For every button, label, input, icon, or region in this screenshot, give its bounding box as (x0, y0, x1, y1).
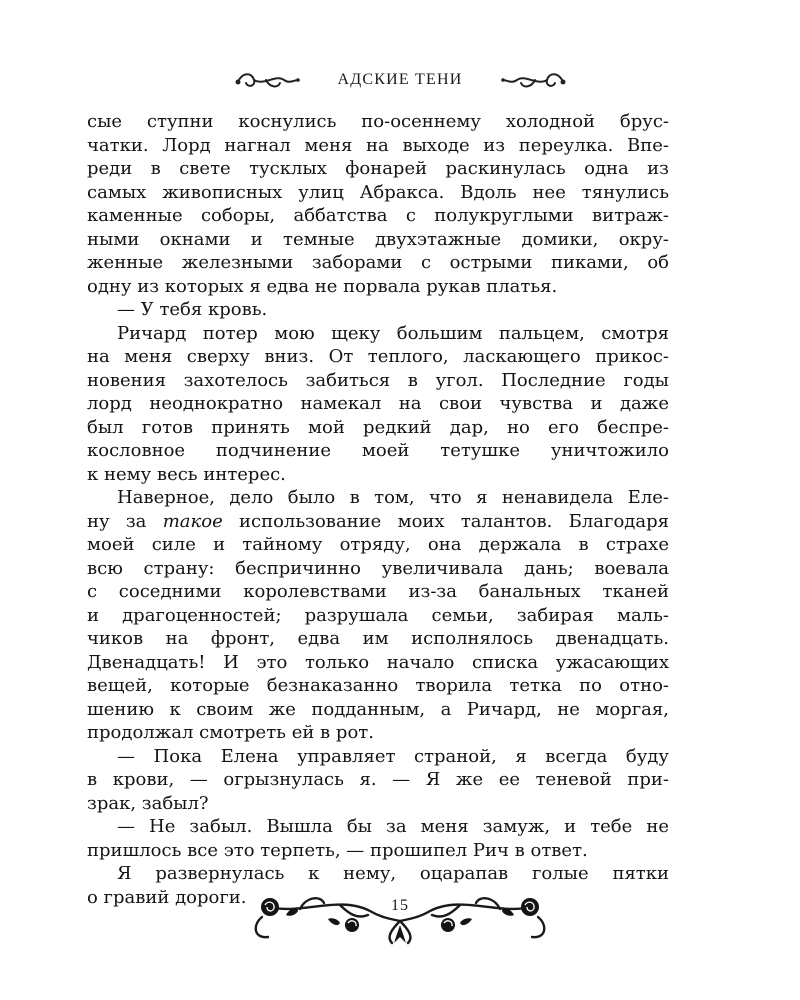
right-scroll-ornament-icon (499, 68, 569, 92)
line-segment: ну за (87, 510, 163, 532)
text-line: в крови, — огрызнулась я. — Я же ее теневой при- (87, 769, 669, 790)
text-line: каменные соборы, аббатства с полукруглыми витраж- (87, 205, 669, 226)
text-line: шению к своим же подданным, а Ричард, не моргая, (87, 698, 669, 720)
left-scroll-ornament-icon (232, 68, 302, 92)
dialogue-line: — У тебя кровь. (117, 299, 268, 320)
text-line: одну из которых я едва не порвала рукав платья. (87, 275, 558, 297)
italic-emphasis: такое (162, 510, 223, 532)
line-segment: использование моих талантов. Благодаря (222, 510, 669, 532)
paragraph-first-line: Ричард потер мою щеку большим пальцем, смотря (117, 322, 669, 344)
text-line: кословное подчинение моей тетушке уничтожило (87, 440, 669, 461)
text-line: лорд неоднократно намекал на свои чувства и даже (87, 393, 669, 414)
text-line: самых живописных улиц Абракса. Вдоль нее тянулись (87, 181, 669, 203)
text-line: зрак, забыл? (87, 792, 209, 814)
text-line: с соседними королевствами из-за банальных тканей (87, 581, 669, 602)
text-line: сые ступни коснулись по-осеннему холодной брус- (87, 111, 669, 132)
text-line: ными окнами и темные двухэтажные домики, окру- (87, 228, 669, 250)
dialogue-line: — Пока Елена управляет страной, я всегда буду (117, 745, 669, 767)
page-body-text (87, 110, 669, 909)
text-line: новения захотелось забиться в угол. Последние годы (87, 369, 669, 391)
text-line: Двенадцать! И это только начало списка ужасающих (87, 651, 669, 673)
text-line: о гравий дороги. (87, 886, 247, 908)
text-line: всю страну: беспричинно увеличивала дань; воевала (87, 557, 669, 579)
text-line: моей силе и тайному отряду, она держала в страхе (87, 534, 669, 555)
text-line: чиков на фронт, едва им исполнялось двенадцать. (87, 628, 669, 649)
text-line: продолжал смотреть ей в рот. (87, 722, 374, 743)
text-line: на меня сверху вниз. От теплого, ласкающего прикос- (87, 346, 669, 367)
paragraph-first-line: Наверное, дело было в том, что я ненавидела Еле- (117, 487, 669, 508)
running-header (0, 62, 800, 98)
running-title: АДСКИЕ ТЕНИ (337, 71, 463, 88)
text-line-with-italic (87, 510, 669, 534)
text-line: реди в свете тусклых фонарей раскинулась одна из (87, 158, 669, 179)
text-line: чатки. Лорд нагнал меня на выходе из переулка. Впе- (87, 134, 669, 156)
text-line: и драгоценностей; разрушала семьи, забирая маль- (87, 604, 669, 626)
text-line: к нему весь интерес. (87, 463, 286, 485)
text-line: пришлось все это терпеть, — прошипел Рич в ответ. (87, 839, 588, 861)
rose-vine-ornament-icon (240, 885, 560, 950)
text-line: женные железными заборами с острыми пиками, об (87, 252, 669, 273)
page-number: 15 (391, 897, 409, 914)
page-footer (240, 885, 560, 950)
text-line: был готов принять мой редкий дар, но его беспре- (87, 416, 669, 438)
paragraph-first-line: Я развернулась к нему, оцарапав голые пятки (117, 863, 669, 884)
dialogue-line: — Не забыл. Вышла бы за меня замуж, и тебе не (117, 816, 669, 837)
text-line: вещей, которые безнаказанно творила тетка по отно- (87, 675, 669, 696)
